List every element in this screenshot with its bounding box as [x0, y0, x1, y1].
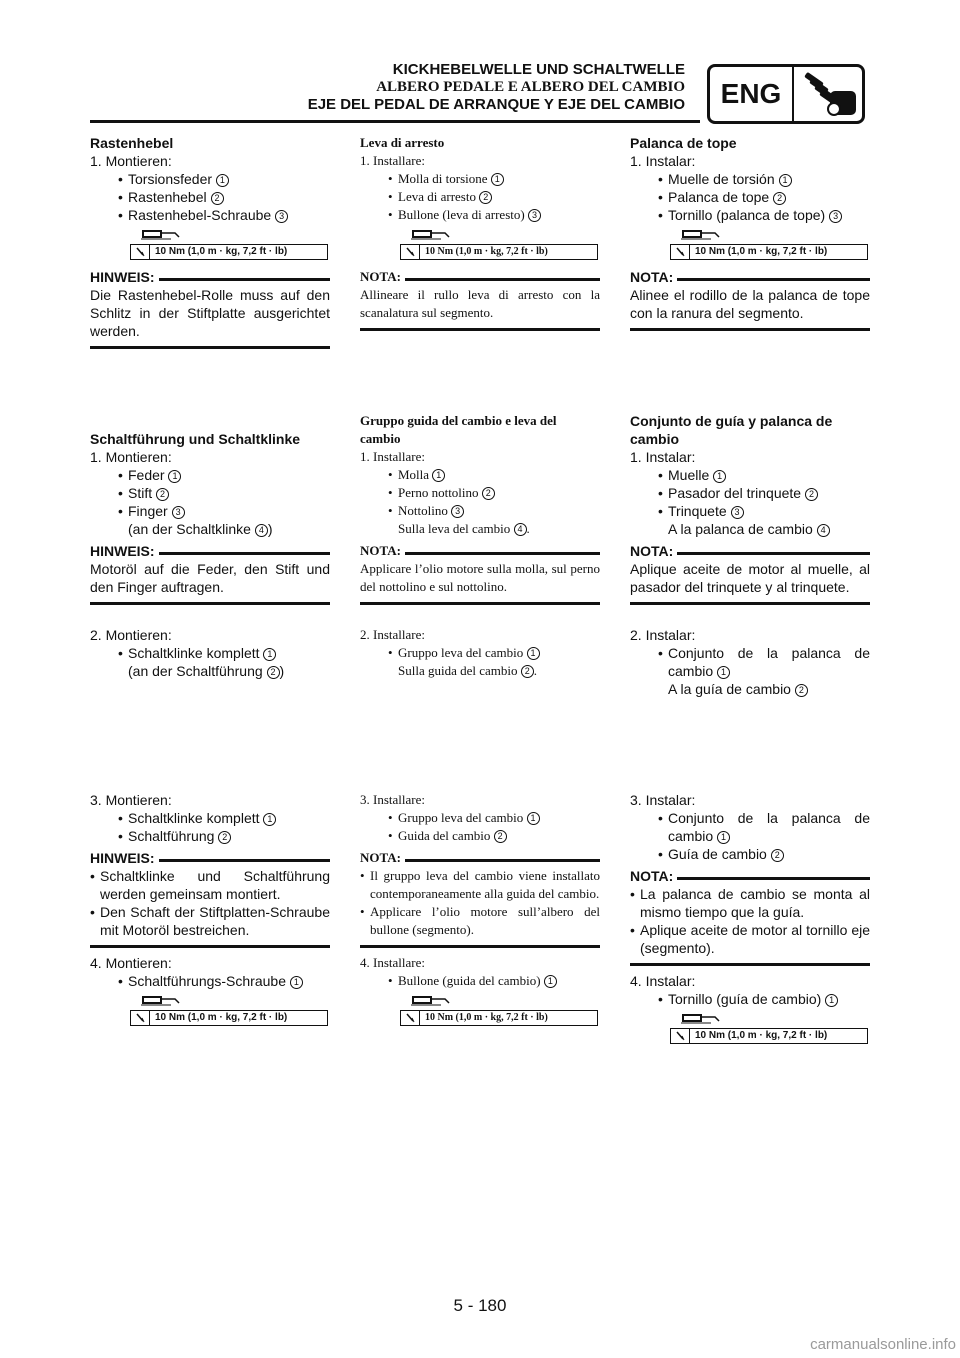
es-s1-item2: • Palanca de tope 2	[630, 188, 870, 206]
it-section-shift-guide	[360, 412, 600, 605]
it-s1-title: Leva di arresto	[360, 135, 445, 150]
es-s2-item3-cont: A la palanca de cambio 4	[630, 520, 870, 538]
watermark: carmanualsonline.info	[810, 1336, 956, 1353]
de-s3-item1: • Schaltklinke komplett 1	[90, 644, 330, 662]
es-s2-item2: • Pasador del trinquete 2	[630, 484, 870, 502]
it-s1-note: NOTA: Allineare il rullo leva di arresto con la scanalatura sul segmento.	[360, 268, 600, 331]
es-s2-note: NOTA: Aplique aceite de motor al muelle, al pasador del trinquete y al trinquete.	[630, 542, 870, 605]
it-s2-item3-cont: Sulla leva del cambio 4 .	[398, 521, 530, 536]
es-s2-title: Conjunto de guía y palanca de cambio	[630, 413, 833, 447]
it-s5-step: 4. Installare:	[360, 955, 425, 970]
it-s1-note-text: Allineare il rullo leva di arresto con la scanalatura sul segmento.	[360, 287, 600, 320]
es-section-shift-guide	[630, 412, 870, 605]
it-s3-step: 2. Installare:	[360, 627, 425, 642]
it-s4-note: NOTA: • Il gruppo leva del cambio viene installato contemporaneamente alla guida del cambio. • Applicare l’olio motore sull’albero del bullone (segmento).	[360, 849, 600, 948]
it-s4-note-b2: • Applicare l’olio motore sull’albero del bullone (segmento).	[360, 903, 600, 939]
it-s4-item2: • Guida del cambio 2	[360, 827, 600, 845]
de-s3-step: 2. Montieren:	[90, 627, 172, 643]
tightening-icon	[136, 1013, 145, 1023]
it-s1-item3: • Bullone (leva di arresto) 3	[360, 206, 600, 224]
torque-wrench-icon	[140, 994, 182, 1008]
es-s3-step: 2. Instalar:	[630, 627, 696, 643]
es-s5-step: 4. Instalar:	[630, 973, 696, 989]
torque-wrench-icon	[410, 228, 452, 242]
de-s1-item2: • Rastenhebel 2	[90, 188, 330, 206]
it-s1-step: 1. Installare:	[360, 153, 425, 168]
it-s2-item3: • Nottolino 3	[360, 502, 600, 520]
es-step2	[630, 626, 870, 698]
it-s2-note: NOTA: Applicare l’olio motore sulla molla, sul perno del nottolino e sul nottolino.	[360, 542, 600, 605]
it-s2-title: Gruppo guida del cambio e leva del cambio	[360, 413, 557, 446]
de-s4-note-b1: • Schaltklinke und Schaltführung werden gemeinsam montiert.	[90, 867, 330, 903]
de-s1-item1: • Torsionsfeder 1	[90, 170, 330, 188]
de-s2-item1: • Feder 1	[90, 466, 330, 484]
de-s1-note	[90, 268, 330, 349]
es-s1-note-text: Alinee el rodillo de la palanca de tope con la ranura del segmento.	[630, 287, 870, 321]
de-s4-step: 3. Montieren:	[90, 792, 172, 808]
es-s3-item1-cont: A la guía de cambio 2	[630, 680, 870, 698]
es-s1-item3: • Tornillo (palanca de tope) 3	[630, 206, 870, 224]
es-section-detent-lever	[630, 134, 870, 331]
es-s1-item1: • Muelle de torsión 1	[630, 170, 870, 188]
it-s1-item2: • Leva di arresto 2	[360, 188, 600, 206]
badge-label: ENG	[710, 67, 794, 121]
de-s1-item3: • Rastenhebel-Schraube 3	[90, 206, 330, 224]
de-s1-note-text: Die Rastenhebel-Rolle muss auf den Schlitz in der Stiftplatte ausgerichtet werden.	[90, 287, 330, 339]
de-s2-note-text: Motoröl auf die Feder, den Stift und den Finger auftragen.	[90, 561, 330, 595]
de-s4-item2: • Schaltführung 2	[90, 827, 330, 845]
de-section-shift-guide	[90, 430, 330, 605]
de-s4-note-b2: • Den Schaft der Stiftplatten-Schraube mit Motoröl bestreichen.	[90, 903, 330, 939]
es-s2-item1: • Muelle 1	[630, 466, 870, 484]
es-s4-note: NOTA: • La palanca de cambio se monta al mismo tiempo que la guía. • Aplique aceite de motor al tornillo eje (segmento).	[630, 867, 870, 966]
es-s4-note-b1: • La palanca de cambio se monta al mismo tiempo que la guía.	[630, 885, 870, 921]
es-s5-torque-spec: 10 Nm (1,0 m · kg, 7,2 ft · lb)	[670, 1028, 868, 1044]
it-s2-item2: • Perno nottolino 2	[360, 484, 600, 502]
de-s1-title: Rastenhebel	[90, 135, 174, 151]
es-s1-torque	[630, 228, 870, 264]
de-s2-title: Schaltführung und Schaltklinke	[90, 431, 301, 447]
torque-wrench-icon	[410, 994, 452, 1008]
de-step2	[90, 626, 330, 680]
it-s3-item1: • Gruppo leva del cambio 1	[360, 644, 600, 662]
es-s4-item1: • Conjunto de la palanca de cambio 1	[630, 809, 870, 845]
it-s1-item1: • Molla di torsione 1	[360, 170, 600, 188]
it-s5-torque-spec: 10 Nm (1,0 m · kg, 7,2 ft · lb)	[400, 1010, 598, 1026]
tightening-icon	[136, 247, 145, 257]
de-s5-torque	[90, 994, 330, 1030]
es-s2-item3: • Trinquete 3	[630, 502, 870, 520]
it-s2-item1: • Molla 1	[360, 466, 600, 484]
de-section-detent-lever	[90, 134, 330, 349]
es-s1-title: Palanca de tope	[630, 135, 737, 151]
es-step3	[630, 791, 870, 1048]
de-s1-torque	[90, 228, 330, 264]
es-s1-step: 1. Instalar:	[630, 153, 696, 169]
tightening-icon	[406, 247, 415, 257]
es-s4-step: 3. Instalar:	[630, 792, 696, 808]
it-step2	[360, 626, 600, 680]
header-rule	[90, 120, 700, 123]
torque-wrench-icon	[140, 228, 182, 242]
it-s4-item1: • Gruppo leva del cambio 1	[360, 809, 600, 827]
it-s1-torque	[360, 228, 600, 264]
header-title-de: KICKHEBELWELLE UND SCHALTWELLE	[392, 61, 685, 78]
tightening-icon	[406, 1013, 415, 1023]
es-s4-note-b2: • Aplique aceite de motor al tornillo eje (segmento).	[630, 921, 870, 957]
de-step3	[90, 791, 330, 1030]
it-s1-torque-spec: 10 Nm (1,0 m · kg, 7,2 ft · lb)	[400, 244, 598, 260]
page-number: 5 - 180	[453, 1296, 507, 1315]
es-s1-note: NOTA: Alinee el rodillo de la palanca de tope con la ranura del segmento.	[630, 268, 870, 331]
es-s4-item2: • Guía de cambio 2	[630, 845, 870, 863]
de-s2-step: 1. Montieren:	[90, 449, 172, 465]
de-s2-note: HINWEIS: Motoröl auf die Feder, den Stift und den Finger auftragen.	[90, 542, 330, 605]
es-s1-torque-spec: 10 Nm (1,0 m · kg, 7,2 ft · lb)	[670, 244, 868, 260]
es-s5-torque	[630, 1012, 870, 1048]
it-s5-torque	[360, 994, 600, 1030]
de-s1-torque-spec: 10 Nm (1,0 m · kg, 7,2 ft · lb)	[130, 244, 328, 260]
it-s2-note-text: Applicare l’olio motore sulla molla, sul perno del nottolino e sul nottolino.	[360, 561, 600, 594]
it-s3-item1-cont: Sulla guida del cambio 2 .	[398, 663, 538, 678]
tightening-icon	[676, 247, 685, 257]
de-s2-item3: • Finger 3	[90, 502, 330, 520]
de-s2-item3-cont: (an der Schaltklinke 4 )	[128, 521, 273, 537]
it-s5-item1: • Bullone (guida del cambio) 1	[360, 972, 600, 990]
engine-gear-icon	[796, 71, 862, 121]
it-s2-step: 1. Installare:	[360, 449, 425, 464]
torque-wrench-icon	[680, 228, 722, 242]
torque-wrench-icon	[680, 1012, 722, 1026]
de-s5-torque-spec: 10 Nm (1,0 m · kg, 7,2 ft · lb)	[130, 1010, 328, 1026]
es-s2-note-text: Aplique aceite de motor al muelle, al pasador del trinquete y al trinquete.	[630, 561, 870, 595]
it-section-detent-lever	[360, 134, 600, 331]
es-s2-step: 1. Instalar:	[630, 449, 696, 465]
de-s3-item1-cont: (an der Schaltführung 2 )	[128, 663, 285, 679]
de-s5-item1: • Schaltführungs-Schraube 1	[90, 972, 330, 990]
note-label: HINWEIS:	[90, 269, 155, 285]
es-s3-item1: • Conjunto de la palanca de cambio 1	[630, 644, 870, 680]
de-s1-step: 1. Montieren:	[90, 153, 172, 169]
header-title-it: ALBERO PEDALE E ALBERO DEL CAMBIO	[376, 79, 685, 95]
header-title-es: EJE DEL PEDAL DE ARRANQUE Y EJE DEL CAMBIO	[307, 96, 685, 113]
es-s5-item1: • Tornillo (guía de cambio) 1	[630, 990, 870, 1008]
de-s2-item2: • Stift 2	[90, 484, 330, 502]
tightening-icon	[676, 1031, 685, 1041]
it-step3	[360, 791, 600, 1030]
de-s4-note: HINWEIS: • Schaltklinke und Schaltführung werden gemeinsam montiert. • Den Schaft der Stiftplatten-Schraube mit Motoröl bestreichen.	[90, 849, 330, 948]
de-s4-item1: • Schaltklinke komplett 1	[90, 809, 330, 827]
it-s4-step: 3. Installare:	[360, 792, 425, 807]
de-s5-step: 4. Montieren:	[90, 955, 172, 971]
section-badge	[707, 64, 865, 124]
it-s4-note-b1: • Il gruppo leva del cambio viene installato contemporaneamente alla guida del cambio.	[360, 867, 600, 903]
